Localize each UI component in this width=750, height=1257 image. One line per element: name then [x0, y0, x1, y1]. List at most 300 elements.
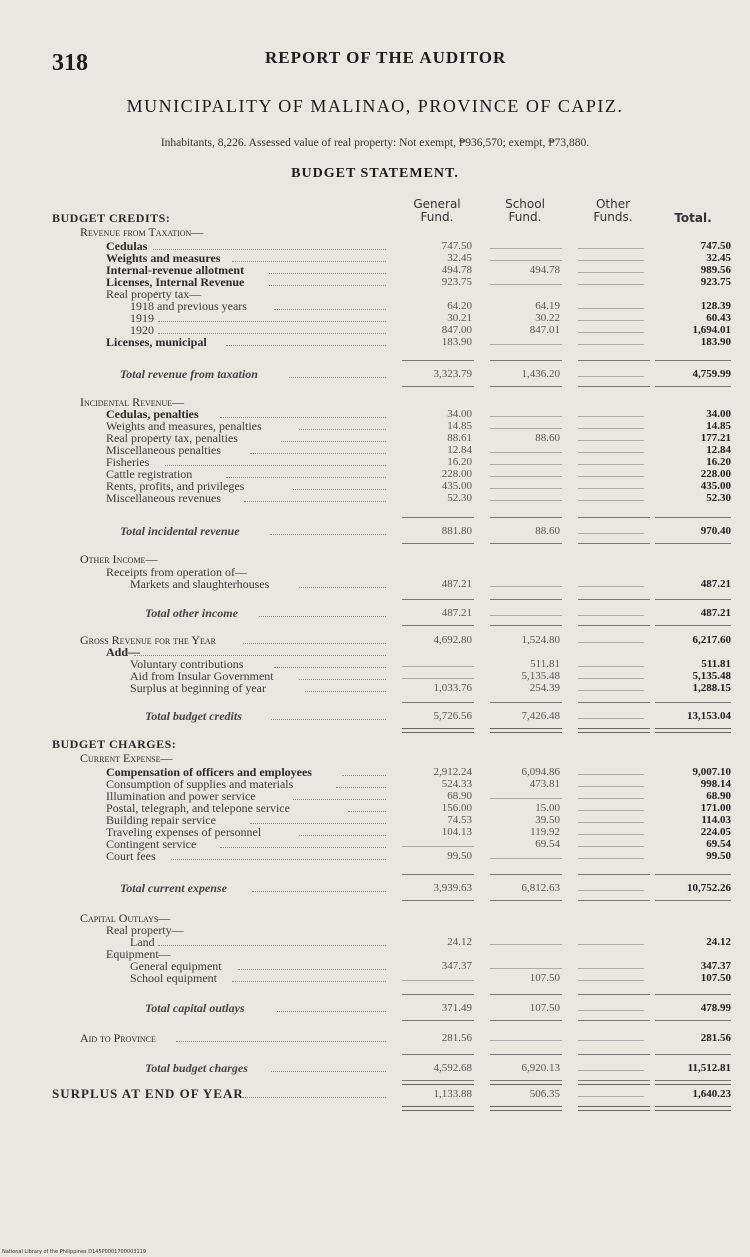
dot-leader — [241, 1097, 386, 1098]
sum-rule — [490, 900, 562, 901]
dot-leader — [220, 847, 386, 848]
sum-rule — [490, 702, 562, 703]
table-row — [0, 738, 750, 750]
sum-rule — [578, 360, 650, 361]
sum-rule — [402, 702, 474, 703]
empty-cell-dash — [490, 944, 562, 945]
row-label: Total budget charges — [145, 1061, 248, 1075]
cell-general: 494.78 — [441, 264, 472, 276]
table-row — [0, 578, 750, 590]
page-number: 318 — [52, 50, 88, 76]
table-row — [0, 752, 750, 764]
cell-total: 32.45 — [706, 252, 731, 264]
empty-cell-dash — [578, 798, 644, 799]
cell-total: 69.54 — [706, 838, 731, 850]
sum-rule — [578, 625, 650, 626]
table-row — [0, 368, 750, 380]
row-label: Cattle registration — [106, 467, 193, 481]
cell-total: 347.37 — [700, 960, 731, 972]
row-label: Miscellaneous revenues — [106, 491, 221, 505]
row-label: Cedulas — [106, 239, 148, 253]
cell-total: 224.05 — [700, 826, 731, 838]
cell-total: 99.50 — [706, 850, 731, 862]
cell-total: 24.12 — [706, 936, 731, 948]
cell-total: 60.43 — [706, 312, 731, 324]
empty-cell-dash — [578, 320, 644, 321]
sum-rule — [402, 1020, 474, 1021]
cell-general: 1,033.76 — [433, 682, 472, 694]
cell-total: 14.85 — [706, 420, 731, 432]
sum-rule — [490, 360, 562, 361]
sum-rule — [402, 728, 474, 733]
row-label: BUDGET CHARGES: — [52, 737, 177, 751]
empty-cell-dash — [578, 642, 644, 643]
empty-cell-dash — [578, 248, 644, 249]
dot-leader — [259, 616, 386, 617]
cell-general: 881.80 — [441, 525, 472, 537]
table-row — [0, 658, 750, 670]
empty-cell-dash — [578, 533, 644, 534]
sum-rule — [490, 1020, 562, 1021]
row-label: School equipment — [130, 971, 217, 985]
cell-general: 68.90 — [447, 790, 472, 802]
empty-cell-dash — [578, 786, 644, 787]
empty-cell-dash — [490, 476, 562, 477]
row-label: Revenue from Taxation— — [80, 225, 204, 239]
cell-total: 1,694.01 — [692, 324, 731, 336]
table-row — [0, 850, 750, 862]
empty-cell-dash — [402, 846, 474, 847]
cell-general: 16.20 — [447, 456, 472, 468]
empty-cell-dash — [578, 452, 644, 453]
table-row — [0, 960, 750, 972]
empty-cell-dash — [578, 464, 644, 465]
cell-general: 74.53 — [447, 814, 472, 826]
cell-total: 171.00 — [700, 802, 731, 814]
dot-leader — [270, 534, 386, 535]
dot-leader — [243, 643, 386, 644]
sum-rule — [655, 543, 731, 544]
cell-school: 107.50 — [529, 1002, 560, 1014]
cell-total: 128.39 — [700, 300, 731, 312]
empty-cell-dash — [578, 944, 644, 945]
cell-general: 14.85 — [447, 420, 472, 432]
sum-rule — [578, 702, 650, 703]
cell-total: 4,759.99 — [692, 368, 731, 380]
dot-leader — [293, 489, 386, 490]
sum-rule — [655, 599, 731, 600]
dot-leader — [336, 787, 386, 788]
empty-cell-dash — [578, 376, 644, 377]
running-head: REPORT OF THE AUDITOR — [265, 48, 507, 67]
empty-cell-dash — [578, 858, 644, 859]
dot-leader — [305, 691, 386, 692]
cell-total: 487.21 — [700, 578, 731, 590]
cell-total: 970.40 — [700, 525, 731, 537]
cell-general: 487.21 — [441, 607, 472, 619]
empty-cell-dash — [402, 980, 474, 981]
cell-general: 12.84 — [447, 444, 472, 456]
empty-cell-dash — [578, 1096, 644, 1097]
empty-cell-dash — [578, 308, 644, 309]
sum-rule — [490, 386, 562, 387]
cell-general: 3,323.79 — [433, 368, 472, 380]
row-label: Building repair service — [106, 813, 216, 827]
sum-rule — [490, 874, 562, 875]
dot-leader — [293, 799, 386, 800]
cell-school: 494.78 — [529, 264, 560, 276]
row-label: Court fees — [106, 849, 156, 863]
dot-leader — [171, 859, 386, 860]
row-label: Internal-revenue allotment — [106, 263, 245, 277]
table-row — [0, 972, 750, 984]
cell-total: 10,752.26 — [687, 882, 731, 894]
sum-rule — [402, 1106, 474, 1111]
empty-cell-dash — [490, 260, 562, 261]
dot-leader — [289, 377, 386, 378]
sum-rule — [402, 1054, 474, 1055]
table-row — [0, 1002, 750, 1014]
empty-cell-dash — [578, 834, 644, 835]
sum-rule — [402, 543, 474, 544]
dot-leader — [269, 285, 386, 286]
row-label: Receipts from operation of— — [106, 565, 247, 579]
empty-cell-dash — [578, 1070, 644, 1071]
sum-rule — [402, 625, 474, 626]
empty-cell-dash — [578, 890, 644, 891]
cell-general: 524.33 — [441, 778, 472, 790]
sum-rule — [655, 625, 731, 626]
table-row — [0, 226, 750, 238]
row-label: Aid to Province — [80, 1031, 156, 1045]
dot-leader — [158, 333, 386, 334]
sum-rule — [490, 625, 562, 626]
sum-rule — [402, 360, 474, 361]
row-label: Voluntary contributions — [130, 657, 244, 671]
row-label: Total revenue from taxation — [120, 367, 258, 381]
dot-leader — [277, 1011, 386, 1012]
table-row — [0, 336, 750, 348]
cell-school: 1,436.20 — [521, 368, 560, 380]
empty-cell-dash — [578, 678, 644, 679]
sum-rule — [655, 1106, 731, 1111]
column-header-general: General Fund. — [413, 197, 461, 224]
empty-cell-dash — [578, 272, 644, 273]
table-row — [0, 682, 750, 694]
cell-general: 64.20 — [447, 300, 472, 312]
row-label: Weights and measures, penalties — [106, 419, 262, 433]
row-label: Weights and measures — [106, 251, 221, 265]
page-title: MUNICIPALITY OF MALINAO, PROVINCE OF CAPIZ. — [126, 96, 624, 116]
cell-general: 183.90 — [441, 336, 472, 348]
sum-rule — [490, 728, 562, 733]
dot-leader — [271, 719, 386, 720]
table-row — [0, 948, 750, 960]
row-label: Aid from Insular Government — [130, 669, 274, 683]
footer-credit: National Library of the Philippines D145P0001700003119 — [2, 1249, 146, 1255]
cell-total: 68.90 — [706, 790, 731, 802]
table-row — [0, 312, 750, 324]
empty-cell-dash — [490, 464, 562, 465]
cell-general: 4,592.68 — [433, 1062, 472, 1074]
table-row — [0, 646, 750, 658]
sum-rule — [490, 1080, 562, 1081]
dot-leader — [348, 811, 386, 812]
cell-general: 32.45 — [447, 252, 472, 264]
cell-school: 64.19 — [535, 300, 560, 312]
cell-general: 52.30 — [447, 492, 472, 504]
sum-rule — [402, 900, 474, 901]
row-label: Postal, telegraph, and telepone service — [106, 801, 290, 815]
empty-cell-dash — [578, 488, 644, 489]
dot-leader — [299, 429, 386, 430]
dot-leader — [165, 465, 386, 466]
cell-total: 487.21 — [700, 607, 731, 619]
cell-total: 923.75 — [700, 276, 731, 288]
sum-rule — [655, 360, 731, 361]
table-row — [0, 1032, 750, 1044]
row-label: Licenses, municipal — [106, 335, 207, 349]
empty-cell-dash — [578, 968, 644, 969]
cell-total: 747.50 — [700, 240, 731, 252]
empty-cell-dash — [490, 586, 562, 587]
empty-cell-dash — [578, 980, 644, 981]
cell-school: 1,524.80 — [521, 634, 560, 646]
row-label: Contingent service — [106, 837, 197, 851]
empty-cell-dash — [402, 666, 474, 667]
empty-cell-dash — [578, 718, 644, 719]
cell-general: 347.37 — [441, 960, 472, 972]
cell-general: 4,692.80 — [433, 634, 472, 646]
empty-cell-dash — [578, 822, 644, 823]
row-label: Total budget credits — [145, 709, 242, 723]
empty-cell-dash — [578, 1040, 644, 1041]
dot-leader — [158, 321, 386, 322]
table-row — [0, 300, 750, 312]
cell-general: 371.49 — [441, 1002, 472, 1014]
row-label: General equipment — [130, 959, 222, 973]
dot-leader — [158, 945, 386, 946]
sum-rule — [578, 517, 650, 518]
row-label: Gross Revenue for the Year — [80, 633, 217, 647]
empty-cell-dash — [490, 344, 562, 345]
row-label: Surplus at beginning of year — [130, 681, 266, 695]
sum-rule — [490, 543, 562, 544]
cell-total: 5,135.48 — [692, 670, 731, 682]
cell-school: 107.50 — [529, 972, 560, 984]
sum-rule — [655, 1020, 731, 1021]
empty-cell-dash — [578, 690, 644, 691]
column-header-other: Other Funds. — [593, 197, 633, 224]
row-label: Capital Outlays— — [80, 911, 171, 925]
dot-leader — [250, 453, 386, 454]
dot-leader — [281, 441, 386, 442]
sum-rule — [655, 874, 731, 875]
sum-rule — [402, 994, 474, 995]
sum-rule — [402, 517, 474, 518]
dot-leader — [226, 345, 386, 346]
empty-cell-dash — [490, 1040, 562, 1041]
row-label: Total capital outlays — [145, 1001, 245, 1015]
dot-leader — [226, 477, 386, 478]
dot-leader — [269, 273, 386, 274]
sum-rule — [655, 1080, 731, 1081]
cell-total: 34.00 — [706, 408, 731, 420]
empty-cell-dash — [402, 678, 474, 679]
cell-general: 88.61 — [447, 432, 472, 444]
cell-school: 473.81 — [529, 778, 560, 790]
cell-school: 506.35 — [529, 1088, 560, 1100]
cell-total: 6,217.60 — [692, 634, 731, 646]
sum-rule — [655, 994, 731, 995]
sum-rule — [578, 1054, 650, 1055]
table-row — [0, 566, 750, 578]
dot-leader — [134, 655, 386, 656]
row-label: Total current expense — [120, 881, 227, 895]
empty-cell-dash — [490, 452, 562, 453]
sum-rule — [490, 517, 562, 518]
row-label: Compensation of officers and employees — [106, 765, 312, 779]
row-label: SURPLUS AT END OF YEAR — [52, 1086, 244, 1101]
cell-school: 88.60 — [535, 432, 560, 444]
cell-total: 1,288.15 — [692, 682, 731, 694]
cell-general: 156.00 — [441, 802, 472, 814]
sum-rule — [402, 386, 474, 387]
table-row — [0, 288, 750, 300]
empty-cell-dash — [578, 810, 644, 811]
row-label: Equipment— — [106, 947, 171, 961]
sum-rule — [490, 994, 562, 995]
cell-general: 228.00 — [441, 468, 472, 480]
dot-leader — [274, 309, 386, 310]
cell-school: 88.60 — [535, 525, 560, 537]
row-label: Traveling expenses of personnel — [106, 825, 262, 839]
row-label: Miscellaneous penalties — [106, 443, 221, 457]
empty-cell-dash — [578, 1010, 644, 1011]
cell-total: 13,153.04 — [687, 710, 731, 722]
empty-cell-dash — [578, 586, 644, 587]
row-label: Incidental Revenue— — [80, 395, 185, 409]
empty-cell-dash — [578, 476, 644, 477]
cell-general: 99.50 — [447, 850, 472, 862]
cell-general: 281.56 — [441, 1032, 472, 1044]
row-label: Licenses, Internal Revenue — [106, 275, 245, 289]
empty-cell-dash — [578, 344, 644, 345]
table-row — [0, 525, 750, 537]
dot-leader — [342, 775, 386, 776]
empty-cell-dash — [578, 284, 644, 285]
cell-school: 847.01 — [529, 324, 560, 336]
cell-school: 6,094.86 — [521, 766, 560, 778]
cell-total: 989.56 — [700, 264, 731, 276]
empty-cell-dash — [578, 440, 644, 441]
row-label: Real property tax— — [106, 287, 202, 301]
sum-rule — [490, 1054, 562, 1055]
sum-rule — [655, 728, 731, 733]
dot-leader — [232, 981, 386, 982]
cell-general: 487.21 — [441, 578, 472, 590]
row-label: Total other income — [145, 606, 238, 620]
empty-cell-dash — [490, 428, 562, 429]
cell-total: 107.50 — [700, 972, 731, 984]
row-label: Other Income— — [80, 552, 158, 566]
sum-rule — [578, 900, 650, 901]
empty-cell-dash — [490, 968, 562, 969]
empty-cell-dash — [578, 500, 644, 501]
table-row — [0, 710, 750, 722]
cell-total: 16.20 — [706, 456, 731, 468]
dot-leader — [232, 261, 386, 262]
sum-rule — [578, 599, 650, 600]
section-heading: BUDGET STATEMENT. — [291, 166, 459, 181]
dot-leader — [153, 249, 386, 250]
cell-general: 104.13 — [441, 826, 472, 838]
table-row — [0, 1062, 750, 1074]
sum-rule — [578, 386, 650, 387]
sum-rule — [655, 1054, 731, 1055]
cell-total: 511.81 — [701, 658, 731, 670]
dot-leader — [244, 501, 386, 502]
row-label: Total incidental revenue — [120, 524, 240, 538]
table-row — [0, 882, 750, 894]
sum-rule — [402, 599, 474, 600]
cell-total: 183.90 — [700, 336, 731, 348]
cell-general: 3,939.63 — [433, 882, 472, 894]
table-row — [0, 924, 750, 936]
table-row — [0, 607, 750, 619]
cell-total: 52.30 — [706, 492, 731, 504]
dot-leader — [250, 823, 386, 824]
sum-rule — [578, 1106, 650, 1111]
row-label: Rents, profits, and privileges — [106, 479, 245, 493]
cell-school: 511.81 — [530, 658, 560, 670]
empty-cell-dash — [490, 284, 562, 285]
empty-cell-dash — [490, 858, 562, 859]
dot-leader — [220, 417, 386, 418]
table-row — [0, 1088, 750, 1100]
dot-leader — [274, 667, 386, 668]
cell-total: 281.56 — [700, 1032, 731, 1044]
subtitle: Inhabitants, 8,226. Assessed value of real property: Not exempt, ₱936,570; exempt, ₱73,880. — [160, 137, 590, 149]
empty-cell-dash — [490, 615, 562, 616]
cell-general: 30.21 — [447, 312, 472, 324]
cell-general: 847.00 — [441, 324, 472, 336]
dot-leader — [299, 679, 386, 680]
cell-total: 12.84 — [706, 444, 731, 456]
sum-rule — [490, 1106, 562, 1111]
cell-school: 15.00 — [535, 802, 560, 814]
cell-school: 6,920.13 — [521, 1062, 560, 1074]
table-row — [0, 553, 750, 565]
cell-general: 34.00 — [447, 408, 472, 420]
row-label: Cedulas, penalties — [106, 407, 199, 421]
cell-school: 119.92 — [530, 826, 560, 838]
cell-general: 1,133.88 — [433, 1088, 472, 1100]
sum-rule — [578, 728, 650, 733]
column-header-school: School Fund. — [505, 197, 545, 224]
sum-rule — [655, 702, 731, 703]
sum-rule — [578, 874, 650, 875]
empty-cell-dash — [490, 500, 562, 501]
cell-total: 435.00 — [700, 480, 731, 492]
empty-cell-dash — [578, 666, 644, 667]
row-label: 1920 — [130, 323, 154, 337]
sum-rule — [578, 543, 650, 544]
empty-cell-dash — [490, 416, 562, 417]
cell-total: 114.03 — [701, 814, 731, 826]
row-label: Illumination and power service — [106, 789, 256, 803]
column-header-total: Total. — [674, 211, 712, 225]
